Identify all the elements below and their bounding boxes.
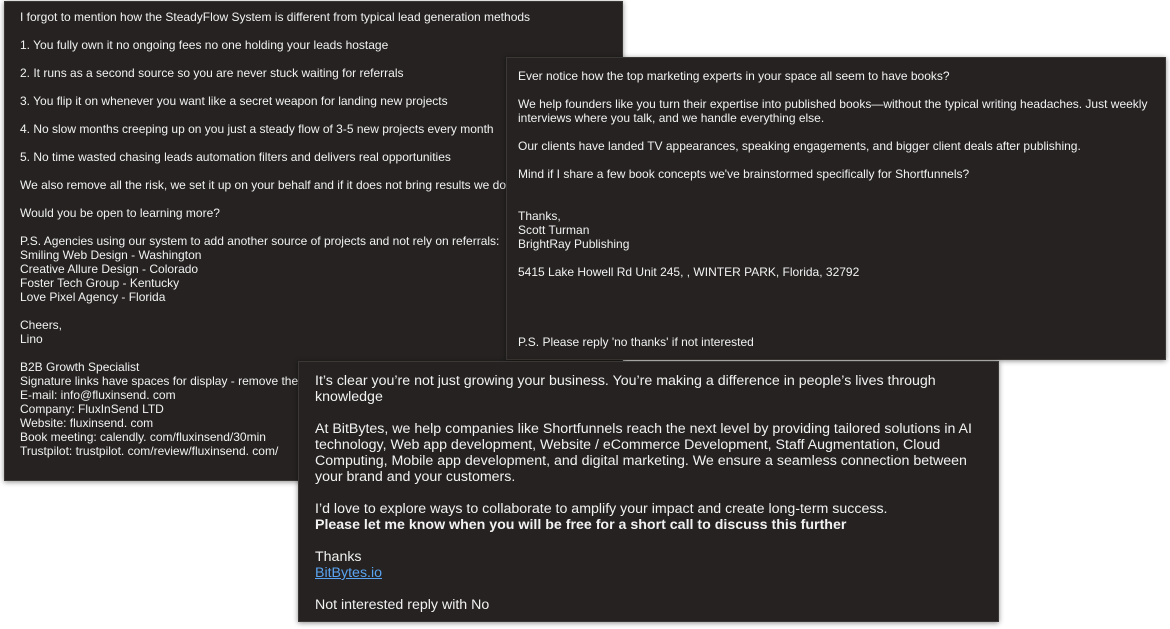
email-question: Ever notice how the top marketing experts in your space all seem to have books? — [518, 69, 950, 83]
sender-name: Scott Turman — [518, 223, 590, 237]
signature-line: Company: FluxInSend LTD — [20, 402, 164, 416]
agency-item: Creative Allure Design - Colorado — [20, 262, 199, 276]
sender-address: 5415 Lake Howell Rd Unit 245, , WINTER PARK, Florida, 32792 — [518, 265, 860, 279]
email-paragraph: At BitBytes, we help companies like Shortfunnels reach the next level by providing tailored solutions in AI technology, Web app development, Website / eCommerce Development, Staff Augmentation, Cloud Computing, Mobile app development, and digital marketing. We ensure a seamless connection between your brand and your customers. — [315, 421, 976, 485]
email-paragraph: We help founders like you turn their expertise into published books—without the typical writing headaches. Just weekly interviews where you talk, and we handle everything else. — [518, 97, 1151, 125]
risk-statement: We also remove all the risk, we set it up on your behalf and if it does not bring results we do — [20, 178, 507, 192]
agency-item: Smiling Web Design - Washington — [20, 248, 202, 262]
ps-intro: P.S. Agencies using our system to add another source of projects and not rely on referrals: — [20, 234, 500, 248]
signature-line: B2B Growth Specialist — [20, 360, 140, 374]
signature-line: Trustpilot: trustpilot. com/review/fluxinsend. com/ — [20, 444, 279, 458]
email-intro: I forgot to mention how the SteadyFlow System is different from typical lead generation methods — [20, 10, 531, 24]
sender-company: BrightRay Publishing — [518, 237, 630, 251]
list-item: 4. No slow months creeping up on you just a steady flow of 3-5 new projects every month — [20, 122, 494, 136]
agency-item: Foster Tech Group - Kentucky — [20, 276, 180, 290]
list-item: 3. You flip it on whenever you want like a secret weapon for landing new projects — [20, 94, 448, 108]
email-paragraph: Our clients have landed TV appearances, speaking engagements, and bigger client deals after publishing. — [518, 139, 1081, 153]
call-to-action: Please let me know when you will be free for a short call to discuss this further — [315, 517, 847, 533]
signoff: Thanks, — [518, 209, 561, 223]
signature-line: Book meeting: calendly. com/fluxinsend/30min — [20, 430, 266, 444]
email-card-bitbytes — [298, 361, 999, 622]
signoff: Cheers, — [20, 318, 63, 332]
list-item: 1. You fully own it no ongoing fees no one holding your leads hostage — [20, 38, 389, 52]
optout-note: Not interested reply with No — [315, 597, 490, 613]
sender-name: Lino — [20, 332, 43, 346]
list-item: 2. It runs as a second source so you are never stuck waiting for referrals — [20, 66, 404, 80]
question-text: Would you be open to learning more? — [20, 206, 220, 220]
bitbytes-link[interactable]: BitBytes.io — [315, 565, 383, 581]
agency-item: Love Pixel Agency - Florida — [20, 290, 166, 304]
email-card-brightray — [506, 57, 1166, 360]
signature-line: Signature links have spaces for display - remove the — [20, 374, 299, 388]
signature-line: Website: fluxinsend. com — [20, 416, 154, 430]
signature-line: E-mail: info@fluxinsend. com — [20, 388, 176, 402]
list-item: 5. No time wasted chasing leads automation filters and delivers real opportunities — [20, 150, 451, 164]
ps-note: P.S. Please reply 'no thanks' if not interested — [518, 335, 754, 349]
signoff: Thanks — [315, 549, 362, 565]
email-paragraph: I’d love to explore ways to collaborate to amplify your impact and create long-term success. — [315, 501, 888, 517]
email-paragraph: It’s clear you’re not just growing your business. You’re making a difference in people’s lives through knowledge — [315, 373, 940, 405]
email-paragraph: Mind if I share a few book concepts we've brainstormed specifically for Shortfunnels? — [518, 167, 970, 181]
